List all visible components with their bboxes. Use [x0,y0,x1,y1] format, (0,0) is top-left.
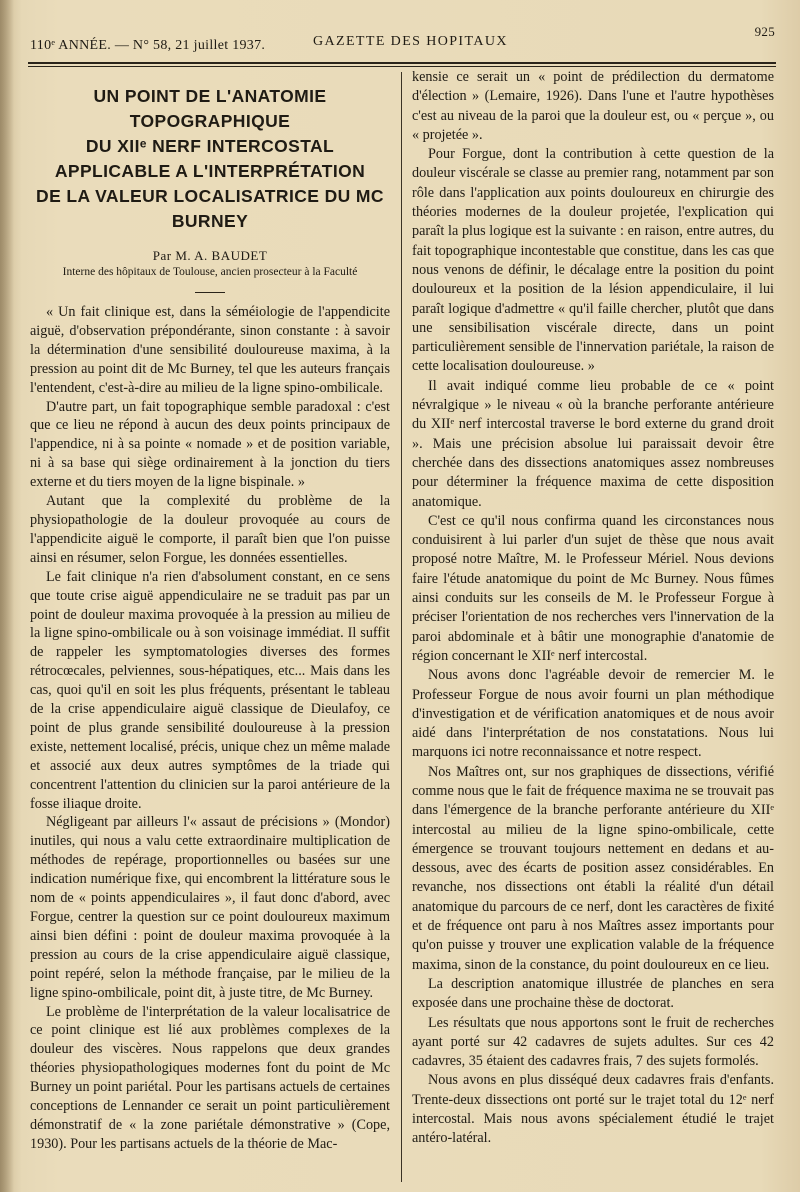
title-line: UN POINT DE L'ANATOMIE TOPOGRAPHIQUE [93,86,327,131]
paragraph: Nous avons donc l'agréable devoir de remercier M. le Professeur Forgue de nous avoir fourni un plan méthodique d'investigation et de vérification anatomiques et de nous avoir aidé dans l'interprétation de nos constatations. Nous lui marquons ici notre reconnaissance et notre respect. [412,667,774,761]
title-line: APPLICABLE A L'INTERPRÉTATION [54,161,366,181]
paragraph: Les résultats que nous apportons sont le fruit de recherches ayant porté sur 42 cadavres de sujets adultes. Sur ces 42 cadavres, 35 étaient des cadavres frais, 7 des sujets formolés. [412,1014,774,1070]
title-line: DE LA VALEUR LOCALISATRICE DU MC BURNEY [36,186,384,231]
header-rule-thin [28,66,776,67]
author-byline: Par M. A. BAUDET [152,248,268,263]
article-title [30,84,390,234]
paragraph-continued: kensie ce serait un « point de prédilection du dermatome d'élection » (Lemaire, 1926). Dans l'une et l'autre hypothèses c'est au niveau de la paroi que la douleur est, ou « perçue », ou « projetée ». [412,69,774,143]
page-binding-shadow [0,0,14,1192]
paragraph: Il avait indiqué comme lieu probable de ce « point névralgique » le niveau « où la branche perforante antérieure du XIIᵉ nerf intercostal traverse le bord externe du grand droit ». Mais une précision absolue lui paraissait devoir être cherchée dans des dissections anatomiques assez nombreuses pour déterminer la fréquence maxima de cette disposition anatomique. [412,377,774,510]
issue-info: 110ᵉ ANNÉE. — N° 58, 21 juillet 1937. [30,38,266,53]
paragraph: Autant que la complexité du problème de la physiopathologie de la douleur provoquée au cours de l'appendicite aiguë le comporte, il paraît bien que l'on puisse ainsi en résumer, selon Forgue, les données essentielles. [30,493,390,566]
author-affiliation: Interne des hôpitaux de Toulouse, ancien prosecteur à la Faculté [62,266,358,278]
journal-name: GAZETTE DES HOPITAUX [313,34,508,49]
paragraph: C'est ce qu'il nous confirma quand les circonstances nous conduisirent à lui parler d'un sujet de thèse que nous avait proposé notre Maître, M. le Professeur Mériel. Nous devions faire l'étude anatomique du point de Mc Burney. Nous fûmes ainsi conduits sur les conseils de M. le Professeur Forgue à préciser l'orientation de nos recherches vers l'innervation de la paroi abdominale et à bâtir une monographie d'anatomie de région concernant le XIIᵉ nerf intercostal. [412,512,774,664]
running-header [30,24,775,60]
paragraph: Pour Forgue, dont la contribution à cette question de la douleur viscérale se classe au premier rang, notamment par son rôle dans l'application aux points douloureux en chirurgie des théories modernes de la douleur projetée, l'explication qui paraît la plus logique est la suivante : en raison, entre autres, du fait topographique incontestable que constitue, dans les cas que nous venons de définir, le décalage entre la position du point douloureux et la position de la lésion appendiculaire, il lui paraît logique d'admettre « qu'il faille chercher, plutôt que dans une sensibilisation viscérale directe, dans un point particulièrement sensible de l'innervation pariétale, la raison de cette localisation douloureuse. » [412,146,774,375]
paragraph: Le problème de l'interprétation de la valeur localisatrice de ce point clinique est lié aux problèmes complexes de la douleur des viscères. Nous rappelons que deux grandes théories physiopathologiques modernes font du point de Mc Burney un point pariétal. Pour les partisans actuels de certaines conceptions de Lennander ce serait un point particulièrement démonstratif de « la zone pariétale démonstrative » (Cope, 1930). Pour les partisans actuels de la théorie de Mac- [30,1003,390,1152]
paragraph: « Un fait clinique est, dans la séméiologie de l'appendicite aiguë, d'observation prépondérante, sinon constante : à savoir la détermination d'une sensibilité douloureuse maxima, à la pression au point dit de Mc Burney, tel que les auteurs français l'entendent, c'est-à-dire au milieu de la ligne spino-ombilicale. [30,304,390,396]
title-separator [195,292,225,293]
page-number: 925 [754,24,775,39]
title-line: DU XIIᵉ NERF INTERCOSTAL [85,136,335,156]
paragraph: Négligeant par ailleurs l'« assaut de précisions » (Mondor) inutiles, qui nous a valu cette extraordinaire multiplication de méthodes de repérage, proportionnelles ou basées sur une indication numérique fixe, qui encombrent la littérature sous le nom de « points appendiculaires », il faut donc d'abord, avec Forgue, centrer la question sur ce point douloureux maximum ainsi bien défini : point de douleur maxima provoquée à la pression au cours de la crise appendiculaire aiguë classique, point repéré, selon la méthode française, par le milieu de la ligne spino-ombilicale, point dit, à juste titre, de Mc Burney. [30,814,390,1001]
paragraph: Nos Maîtres ont, sur nos graphiques de dissections, vérifié comme nous que le fait de fréquence maxima ne se trouvait pas dans l'émergence de la branche perforante antérieure du XIIᵉ intercostal au milieu de la ligne spino-ombilicale, cette émergence se trouvant toujours nettement en dedans et au-dessous, avec des écarts de position assez considérables. En revanche, nos dissections ont établi la réalité d'un détail anatomique du parcours de ce nerf, dont les caractères de fixité et de fréquence ont paru à nos Maîtres assez importants pour qu'on puisse y trouver une explication valable de la fréquence maxima, sinon de la constance, du point douloureux en ce lieu. [412,763,774,973]
paragraph: Le fait clinique n'a rien d'absolument constant, en ce sens que toute crise aiguë appendiculaire ne se traduit pas par un point de douleur maxima provoquée à la pression au milieu de la ligne spino-ombilicale ou à son voisinage immédiat. Il suffit de rappeler les symptomatologies diverses des formes rétrocœcales, pelviennes, sous-hépatiques, etc... Mais dans les cas, quoi qu'il en soit les plus fréquents, présentant le tableau de la crise appendiculaire aiguë classique de Dieulafoy, ce point de plus grande sensibilité douloureuse à la pression existe, nettement localisé, précis, unique chez un même malade et associé aux deux autres symptômes de la triade qui concentrent l'attention du clinicien sur la paroi antérieure de la fosse iliaque droite. [30,568,390,812]
column-divider [401,72,402,1182]
left-column [30,80,390,1154]
header-rule-thick [28,62,776,64]
right-column [412,68,774,1149]
paragraph: La description anatomique illustrée de planches en sera exposée dans une prochaine thèse de doctorat. [412,975,774,1012]
paragraph: Nous avons en plus disséqué deux cadavres frais d'enfants. Trente-deux dissections ont porté sur le trajet total du 12ᵉ nerf intercostal. Mais nous avons spécialement étudié le trajet antéro-latéral. [412,1072,774,1147]
paragraph: D'autre part, un fait topographique semble paradoxal : c'est que ce lieu ne répond à aucun des deux points principaux de l'appendice, ni à sa pointe « nomade » et de position variable, ni à sa base qui siège ordinairement à la jonction du tiers externe et du tiers moyen de la ligne bispinale. » [30,398,390,491]
